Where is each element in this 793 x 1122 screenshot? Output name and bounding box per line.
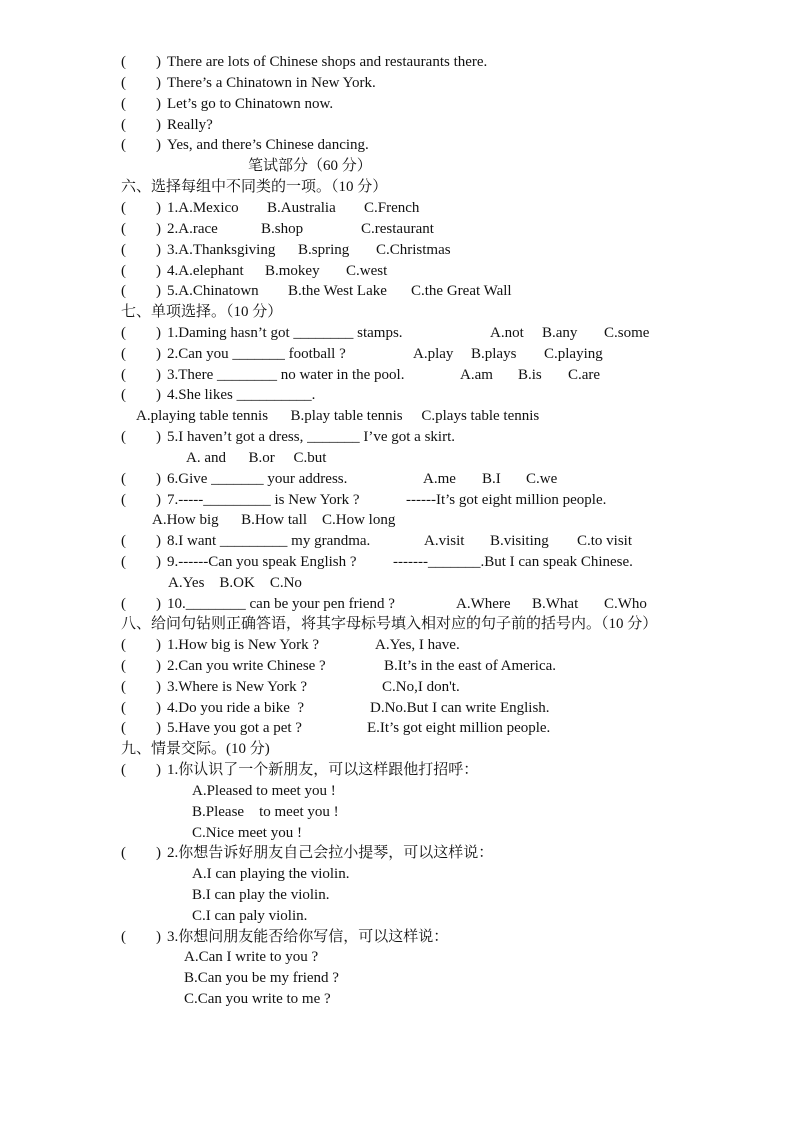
answer-paren[interactable]: ( ) xyxy=(121,137,161,153)
option-b: B.plays xyxy=(471,346,517,362)
option-c: C.to visit xyxy=(577,533,633,549)
option-b: B.What xyxy=(532,596,579,612)
sentence: Really? xyxy=(167,117,213,133)
answer-paren[interactable]: ( ) xyxy=(121,96,161,112)
options-line: A.playing table tennis B.play table tennis C.plays table tennis xyxy=(136,408,540,424)
answer-paren[interactable]: ( ) xyxy=(121,200,161,216)
section-heading: 七、单项选择。（10 分） xyxy=(121,304,283,320)
option-c: C.Nice meet you ! xyxy=(192,825,302,841)
answer-paren[interactable]: ( ) xyxy=(121,54,161,70)
answer-paren[interactable]: ( ) xyxy=(121,263,161,279)
option-c: C.I can paly violin. xyxy=(192,908,308,924)
question-option-a: 4.A.elephant xyxy=(167,263,244,279)
option-b: B.I xyxy=(482,471,501,487)
option-b: B.visiting xyxy=(490,533,549,549)
question-text: 2.你想告诉好朋友自己会拉小提琴，可以这样说： xyxy=(167,845,494,861)
option-a: A.play xyxy=(413,346,454,362)
question-text: 6.Give _______ your address. xyxy=(167,471,348,487)
question-text: 10.________ can be your pen friend ? xyxy=(167,596,395,612)
option-c: C.restaurant xyxy=(361,221,434,237)
question-option-a: 5.A.Chinatown xyxy=(167,283,259,299)
question-text: 1.How big is New York ? xyxy=(167,637,320,653)
option-a: A.Where xyxy=(456,596,511,612)
question-text: 9.------Can you speak English ? xyxy=(167,554,357,570)
answer-choice: B.It’s in the east of America. xyxy=(384,658,557,674)
option-c: C.Who xyxy=(604,596,647,612)
answer-choice: E.It’s got eight million people. xyxy=(367,720,551,736)
option-b: B.shop xyxy=(261,221,304,237)
section-heading: 八、给问句钻则正确答语，将其字母标号填入相对应的句子前的括号内。（10 分） xyxy=(121,616,658,632)
question-text: 5.Have you got a pet ? xyxy=(167,720,302,736)
answer-paren[interactable]: ( ) xyxy=(121,283,161,299)
answer-choice: C.No,I don't. xyxy=(382,679,460,695)
option-a: A.I can playing the violin. xyxy=(192,866,350,882)
section-heading: 九、情景交际。(10 分) xyxy=(121,741,270,757)
option-c: C.the Great Wall xyxy=(411,283,512,299)
answer-paren[interactable]: ( ) xyxy=(121,75,161,91)
written-part-title: 笔试部分（60 分） xyxy=(248,158,372,174)
answer-paren[interactable]: ( ) xyxy=(121,845,161,861)
answer-paren[interactable]: ( ) xyxy=(121,325,161,341)
answer-choice: A.Yes, I have. xyxy=(375,637,460,653)
answer-paren[interactable]: ( ) xyxy=(121,762,161,778)
question-text: 2.Can you _______ football ? xyxy=(167,346,346,362)
option-c: C.we xyxy=(526,471,558,487)
question-text: 3.你想问朋友能否给你写信，可以这样说： xyxy=(167,929,449,945)
option-b: B.Can you be my friend ? xyxy=(184,970,339,986)
option-c: C.playing xyxy=(544,346,603,362)
sentence: Let’s go to Chinatown now. xyxy=(167,96,334,112)
question-text: 7.-----_________ is New York ? xyxy=(167,492,360,508)
answer-choice: D.No.But I can write English. xyxy=(370,700,550,716)
response-text: ------It’s got eight million people. xyxy=(406,492,607,508)
option-a: A.Can I write to you ? xyxy=(184,949,319,965)
answer-paren[interactable]: ( ) xyxy=(121,117,161,133)
question-text: 4.Do you ride a bike ? xyxy=(167,700,305,716)
option-a: A.visit xyxy=(424,533,465,549)
options-line: A. and B.or C.but xyxy=(186,450,327,466)
answer-paren[interactable]: ( ) xyxy=(121,492,161,508)
question-option-a: 1.A.Mexico xyxy=(167,200,239,216)
question-text: 8.I want _________ my grandma. xyxy=(167,533,371,549)
answer-paren[interactable]: ( ) xyxy=(121,929,161,945)
option-c: C.are xyxy=(568,367,601,383)
option-a: A.am xyxy=(460,367,493,383)
option-b: B.spring xyxy=(298,242,350,258)
option-c: C.west xyxy=(346,263,388,279)
answer-paren[interactable]: ( ) xyxy=(121,596,161,612)
option-a: A.me xyxy=(423,471,456,487)
question-option-a: 3.A.Thanksgiving xyxy=(167,242,276,258)
question-text: 3.Where is New York ? xyxy=(167,679,307,695)
answer-paren[interactable]: ( ) xyxy=(121,554,161,570)
option-b: B.is xyxy=(518,367,542,383)
answer-paren[interactable]: ( ) xyxy=(121,700,161,716)
section-heading: 六、选择每组中不同类的一项。（10 分） xyxy=(121,179,388,195)
option-b: B.mokey xyxy=(265,263,320,279)
answer-paren[interactable]: ( ) xyxy=(121,221,161,237)
options-line: A.How big B.How tall C.How long xyxy=(152,512,396,528)
option-b: B.Please to meet you ! xyxy=(192,804,339,820)
question-text: 2.Can you write Chinese ? xyxy=(167,658,326,674)
option-b: B.any xyxy=(542,325,578,341)
option-c: C.some xyxy=(604,325,650,341)
options-line: A.Yes B.OK C.No xyxy=(168,575,302,591)
option-a: A.not xyxy=(490,325,524,341)
option-c: C.Christmas xyxy=(376,242,451,258)
option-b: B.I can play the violin. xyxy=(192,887,330,903)
answer-paren[interactable]: ( ) xyxy=(121,471,161,487)
question-text: 1.Daming hasn’t got ________ stamps. xyxy=(167,325,403,341)
answer-paren[interactable]: ( ) xyxy=(121,658,161,674)
question-text: 4.She likes __________. xyxy=(167,387,316,403)
question-option-a: 2.A.race xyxy=(167,221,218,237)
option-c: C.French xyxy=(364,200,420,216)
question-text: 1.你认识了一个新朋友，可以这样跟他打招呼： xyxy=(167,762,479,778)
answer-paren[interactable]: ( ) xyxy=(121,429,161,445)
option-c: C.Can you write to me ? xyxy=(184,991,331,1007)
sentence: Yes, and there’s Chinese dancing. xyxy=(167,137,369,153)
answer-paren[interactable]: ( ) xyxy=(121,637,161,653)
sentence: There’s a Chinatown in New York. xyxy=(167,75,376,91)
option-a: A.Pleased to meet you ! xyxy=(192,783,336,799)
sentence: There are lots of Chinese shops and restaurants there. xyxy=(167,54,488,70)
answer-paren[interactable]: ( ) xyxy=(121,533,161,549)
question-text: 5.I haven’t got a dress, _______ I’ve got a skirt. xyxy=(167,429,455,445)
response-text: -------_______.But I can speak Chinese. xyxy=(393,554,633,570)
answer-paren[interactable]: ( ) xyxy=(121,367,161,383)
answer-paren[interactable]: ( ) xyxy=(121,387,161,403)
answer-paren[interactable]: ( ) xyxy=(121,720,161,736)
answer-paren[interactable]: ( ) xyxy=(121,242,161,258)
option-b: B.Australia xyxy=(267,200,336,216)
answer-paren[interactable]: ( ) xyxy=(121,346,161,362)
question-text: 3.There ________ no water in the pool. xyxy=(167,367,405,383)
option-b: B.the West Lake xyxy=(288,283,387,299)
answer-paren[interactable]: ( ) xyxy=(121,679,161,695)
